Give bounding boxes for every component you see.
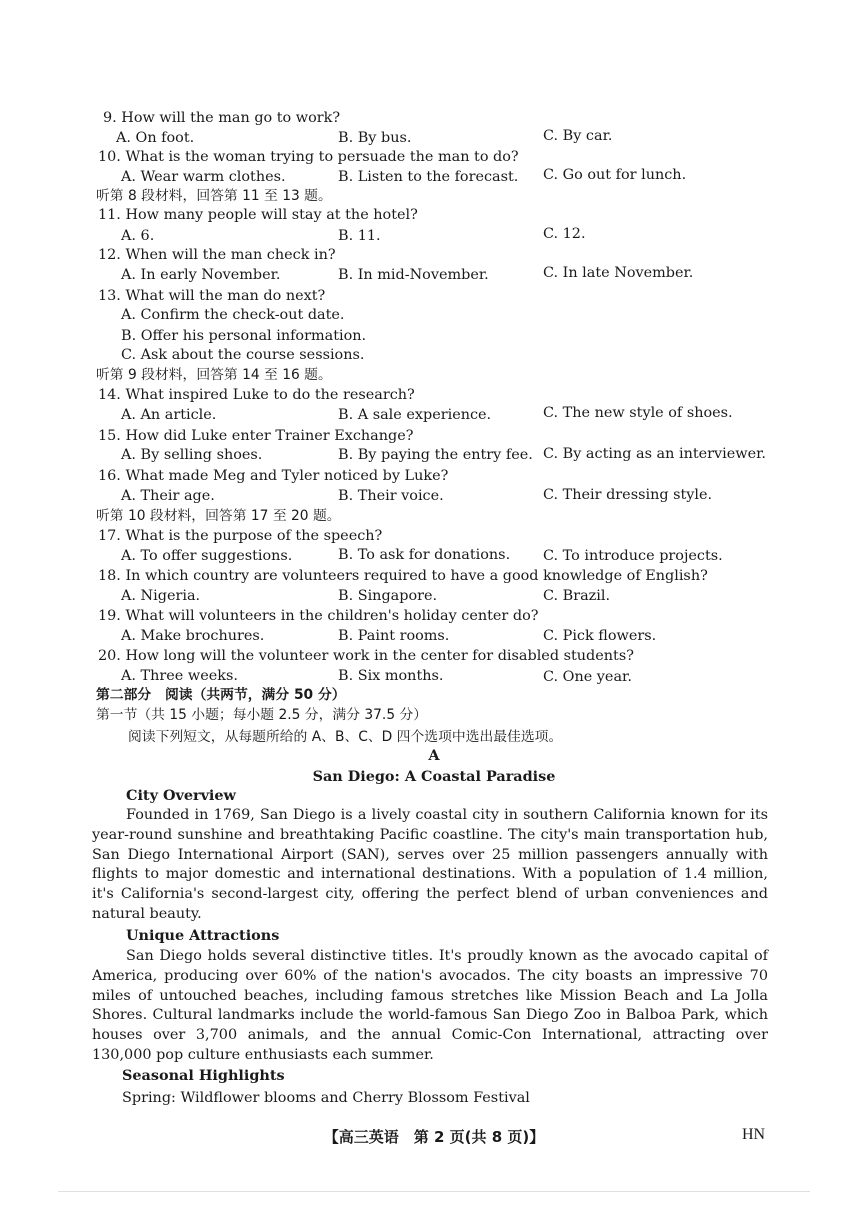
option-16c: C. Their dressing style. bbox=[543, 487, 713, 503]
option-14a: A. An article. bbox=[121, 407, 217, 423]
question-18: 18. In which country are volunteers required to have a good knowledge of English? bbox=[98, 568, 708, 584]
question-20: 20. How long will the volunteer work in the center for disabled students? bbox=[98, 648, 634, 664]
question-13: 13. What will the man do next? bbox=[98, 288, 326, 304]
option-20b: B. Six months. bbox=[338, 668, 444, 684]
option-18c: C. Brazil. bbox=[543, 588, 611, 604]
option-19a: A. Make brochures. bbox=[121, 628, 265, 644]
option-18b: B. Singapore. bbox=[338, 588, 438, 604]
option-16b: B. Their voice. bbox=[338, 488, 444, 504]
instruction-material-10: 听第 10 段材料，回答第 17 至 20 题。 bbox=[96, 508, 341, 524]
option-20a: A. Three weeks. bbox=[121, 668, 238, 684]
passage-title: San Diego: A Coastal Paradise bbox=[312, 768, 556, 785]
option-15c: C. By acting as an interviewer. bbox=[543, 446, 766, 462]
question-12: 12. When will the man check in? bbox=[98, 247, 336, 263]
option-14b: B. A sale experience. bbox=[338, 407, 492, 423]
question-11: 11. How many people will stay at the hotel? bbox=[98, 207, 418, 223]
question-19: 19. What will volunteers in the children's holiday center do? bbox=[98, 608, 539, 624]
reading-direction: 阅读下列短文，从每题所给的 A、B、C、D 四个选项中选出最佳选项。 bbox=[128, 729, 563, 745]
question-14: 14. What inspired Luke to do the research? bbox=[98, 387, 415, 403]
bottom-divider bbox=[58, 1191, 810, 1192]
option-13b: B. Offer his personal information. bbox=[121, 328, 367, 344]
option-14c: C. The new style of shoes. bbox=[543, 405, 733, 421]
option-17a: A. To offer suggestions. bbox=[121, 548, 293, 564]
option-9b: B. By bus. bbox=[338, 130, 412, 146]
paragraph-unique-attractions: San Diego holds several distinctive titles. It's proudly known as the avocado capital of America, producing over 60% of the nation's avocados. The city boasts an impressive 70 miles of untouched beaches, including famous stretches like Mission Beach and La Jolla Shores. Cultural landmarks include the world-famous San Diego Zoo in Balboa Park, which houses over 3,700 animals, and the annual Comic-Con International, attracting over 130,000 pop culture enthusiasts each summer. bbox=[92, 948, 768, 1063]
option-10a: A. Wear warm clothes. bbox=[121, 169, 286, 185]
question-17: 17. What is the purpose of the speech? bbox=[98, 528, 383, 544]
option-11a: A. 6. bbox=[121, 228, 155, 244]
option-11c: C. 12. bbox=[543, 226, 586, 242]
instruction-material-8: 听第 8 段材料，回答第 11 至 13 题。 bbox=[96, 188, 332, 204]
seasonal-spring: Spring: Wildflower blooms and Cherry Blossom Festival bbox=[122, 1090, 530, 1106]
page-footer: 【高三英语 第 2 页(共 8 页)】 bbox=[323, 1128, 545, 1146]
option-16a: A. Their age. bbox=[121, 488, 215, 504]
option-13a: A. Confirm the check-out date. bbox=[121, 307, 345, 323]
option-9a: A. On foot. bbox=[116, 130, 195, 146]
option-18a: A. Nigeria. bbox=[121, 588, 201, 604]
option-13c: C. Ask about the course sessions. bbox=[121, 347, 365, 363]
option-17c: C. To introduce projects. bbox=[543, 548, 723, 564]
part2-title: 第二部分 阅读（共两节，满分 50 分） bbox=[96, 687, 346, 703]
heading-city-overview: City Overview bbox=[126, 787, 236, 804]
passage-label: A bbox=[428, 747, 440, 764]
option-10b: B. Listen to the forecast. bbox=[338, 169, 519, 185]
paragraph-city-overview: Founded in 1769, San Diego is a lively coastal city in southern California known for its year-round sunshine and breathtaking Pacific coastline. The city's main transportation hub, San Diego International Airport (SAN), serves over 25 million passengers annually with flights to major domestic and international destinations. With a population of 1.4 million, it's California's second-largest city, offering the perfect blend of urban conveniences and natural beauty. bbox=[92, 807, 768, 922]
option-12c: C. In late November. bbox=[543, 265, 694, 281]
option-10c: C. Go out for lunch. bbox=[543, 167, 687, 183]
question-16: 16. What made Meg and Tyler noticed by Luke? bbox=[98, 468, 449, 484]
option-11b: B. 11. bbox=[338, 228, 381, 244]
heading-seasonal-highlights: Seasonal Highlights bbox=[122, 1067, 285, 1084]
heading-unique-attractions: Unique Attractions bbox=[126, 927, 280, 944]
section1-title: 第一节（共 15 小题；每小题 2.5 分，满分 37.5 分） bbox=[96, 707, 428, 723]
question-10: 10. What is the woman trying to persuade the man to do? bbox=[98, 149, 519, 165]
option-20c: C. One year. bbox=[543, 669, 632, 685]
question-15: 15. How did Luke enter Trainer Exchange? bbox=[98, 428, 414, 444]
exam-code: HN bbox=[742, 1126, 766, 1143]
option-12a: A. In early November. bbox=[121, 267, 281, 283]
question-9: 9. How will the man go to work? bbox=[103, 110, 341, 126]
option-19c: C. Pick flowers. bbox=[543, 628, 657, 644]
option-19b: B. Paint rooms. bbox=[338, 628, 450, 644]
option-9c: C. By car. bbox=[543, 128, 613, 144]
option-15a: A. By selling shoes. bbox=[121, 447, 263, 463]
instruction-material-9: 听第 9 段材料，回答第 14 至 16 题。 bbox=[96, 367, 332, 383]
option-15b: B. By paying the entry fee. bbox=[338, 447, 533, 463]
option-17b: B. To ask for donations. bbox=[338, 547, 511, 563]
option-12b: B. In mid-November. bbox=[338, 267, 489, 283]
